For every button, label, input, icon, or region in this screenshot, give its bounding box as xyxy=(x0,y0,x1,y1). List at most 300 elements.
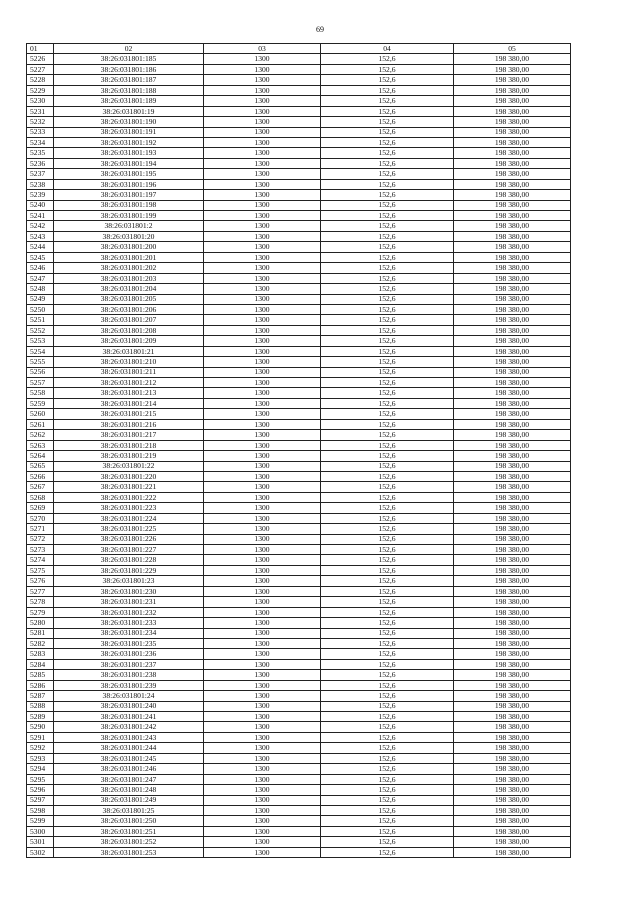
table-cell: 152,6 xyxy=(321,127,454,137)
table-row xyxy=(27,545,571,555)
table-cell: 38:26:031801:231 xyxy=(54,597,204,607)
table-cell: 198 380,00 xyxy=(454,409,571,419)
table-cell: 38:26:031801:199 xyxy=(54,211,204,221)
table-cell: 38:26:031801:219 xyxy=(54,451,204,461)
table-cell: 152,6 xyxy=(321,471,454,481)
table-cell: 38:26:031801:221 xyxy=(54,482,204,492)
table-cell: 5280 xyxy=(27,618,54,628)
table-cell: 1300 xyxy=(204,576,321,586)
table-cell: 5301 xyxy=(27,837,54,847)
table-cell: 198 380,00 xyxy=(454,597,571,607)
table-cell: 198 380,00 xyxy=(454,64,571,74)
table-cell: 38:26:031801:191 xyxy=(54,127,204,137)
table-cell: 38:26:031801:186 xyxy=(54,64,204,74)
table-cell: 1300 xyxy=(204,211,321,221)
table-row xyxy=(27,649,571,659)
table-cell: 1300 xyxy=(204,304,321,314)
table-cell: 5257 xyxy=(27,378,54,388)
table-cell: 5290 xyxy=(27,722,54,732)
table-cell: 5230 xyxy=(27,96,54,106)
table-cell: 5253 xyxy=(27,336,54,346)
table-cell: 152,6 xyxy=(321,96,454,106)
table-cell: 152,6 xyxy=(321,680,454,690)
table-cell: 38:26:031801:228 xyxy=(54,555,204,565)
table-cell: 5254 xyxy=(27,346,54,356)
column-header: 02 xyxy=(54,44,204,54)
table-cell: 5285 xyxy=(27,670,54,680)
table-cell: 38:26:031801:229 xyxy=(54,565,204,575)
table-row xyxy=(27,346,571,356)
table-row xyxy=(27,231,571,241)
table-cell: 198 380,00 xyxy=(454,179,571,189)
table-cell: 1300 xyxy=(204,795,321,805)
table-cell: 1300 xyxy=(204,503,321,513)
table-row xyxy=(27,774,571,784)
table-cell: 5259 xyxy=(27,398,54,408)
table-cell: 1300 xyxy=(204,148,321,158)
table-cell: 5296 xyxy=(27,785,54,795)
table-cell: 152,6 xyxy=(321,816,454,826)
table-header-row xyxy=(27,44,571,54)
table-cell: 152,6 xyxy=(321,137,454,147)
table-cell: 38:26:031801:25 xyxy=(54,805,204,815)
table-cell: 152,6 xyxy=(321,419,454,429)
table-cell: 38:26:031801:204 xyxy=(54,284,204,294)
table-cell: 1300 xyxy=(204,419,321,429)
table-cell: 38:26:031801:189 xyxy=(54,96,204,106)
table-cell: 38:26:031801:235 xyxy=(54,638,204,648)
table-cell: 198 380,00 xyxy=(454,722,571,732)
table-cell: 5229 xyxy=(27,85,54,95)
table-cell: 198 380,00 xyxy=(454,607,571,617)
table-cell: 38:26:031801:200 xyxy=(54,242,204,252)
table-cell: 1300 xyxy=(204,388,321,398)
table-cell: 38:26:031801:185 xyxy=(54,54,204,64)
table-row xyxy=(27,826,571,836)
table-cell: 198 380,00 xyxy=(454,680,571,690)
table-cell: 38:26:031801:187 xyxy=(54,75,204,85)
table-cell: 38:26:031801:233 xyxy=(54,618,204,628)
table-row xyxy=(27,106,571,116)
table-cell: 1300 xyxy=(204,534,321,544)
table-row xyxy=(27,680,571,690)
table-row xyxy=(27,565,571,575)
table-cell: 152,6 xyxy=(321,346,454,356)
table-cell: 152,6 xyxy=(321,545,454,555)
table-cell: 5228 xyxy=(27,75,54,85)
table-cell: 5263 xyxy=(27,440,54,450)
table-cell: 1300 xyxy=(204,294,321,304)
table-cell: 38:26:031801:244 xyxy=(54,743,204,753)
table-cell: 152,6 xyxy=(321,294,454,304)
table-cell: 198 380,00 xyxy=(454,388,571,398)
table-cell: 198 380,00 xyxy=(454,555,571,565)
table-cell: 1300 xyxy=(204,597,321,607)
table-cell: 5300 xyxy=(27,826,54,836)
table-cell: 198 380,00 xyxy=(454,315,571,325)
table-cell: 1300 xyxy=(204,221,321,231)
table-cell: 198 380,00 xyxy=(454,753,571,763)
table-cell: 5288 xyxy=(27,701,54,711)
table-cell: 198 380,00 xyxy=(454,513,571,523)
table-row xyxy=(27,576,571,586)
table-cell: 5276 xyxy=(27,576,54,586)
table-row xyxy=(27,837,571,847)
table-cell: 152,6 xyxy=(321,451,454,461)
table-cell: 1300 xyxy=(204,732,321,742)
table-cell: 152,6 xyxy=(321,837,454,847)
table-cell: 152,6 xyxy=(321,398,454,408)
table-cell: 5262 xyxy=(27,430,54,440)
table-cell: 198 380,00 xyxy=(454,325,571,335)
table-cell: 1300 xyxy=(204,64,321,74)
table-cell: 198 380,00 xyxy=(454,419,571,429)
table-cell: 5245 xyxy=(27,252,54,262)
table-cell: 5270 xyxy=(27,513,54,523)
table-cell: 38:26:031801:242 xyxy=(54,722,204,732)
column-header: 01 xyxy=(27,44,54,54)
table-cell: 198 380,00 xyxy=(454,252,571,262)
table-cell: 38:26:031801:250 xyxy=(54,816,204,826)
table-cell: 1300 xyxy=(204,565,321,575)
table-cell: 5292 xyxy=(27,743,54,753)
table-cell: 1300 xyxy=(204,127,321,137)
table-cell: 5265 xyxy=(27,461,54,471)
table-cell: 198 380,00 xyxy=(454,691,571,701)
table-row xyxy=(27,753,571,763)
table-cell: 38:26:031801:210 xyxy=(54,357,204,367)
table-cell: 38:26:031801:193 xyxy=(54,148,204,158)
table-cell: 38:26:031801:192 xyxy=(54,137,204,147)
table-cell: 198 380,00 xyxy=(454,137,571,147)
table-cell: 152,6 xyxy=(321,826,454,836)
table-row xyxy=(27,242,571,252)
table-cell: 152,6 xyxy=(321,409,454,419)
table-cell: 1300 xyxy=(204,774,321,784)
table-cell: 5247 xyxy=(27,273,54,283)
table-cell: 5277 xyxy=(27,586,54,596)
table-cell: 198 380,00 xyxy=(454,263,571,273)
table-cell: 1300 xyxy=(204,618,321,628)
table-cell: 1300 xyxy=(204,492,321,502)
table-cell: 198 380,00 xyxy=(454,231,571,241)
table-row xyxy=(27,503,571,513)
table-row xyxy=(27,294,571,304)
table-body xyxy=(27,54,571,858)
table-cell: 5246 xyxy=(27,263,54,273)
table-row xyxy=(27,471,571,481)
table-row xyxy=(27,670,571,680)
table-row xyxy=(27,607,571,617)
table-cell: 198 380,00 xyxy=(454,294,571,304)
table-cell: 198 380,00 xyxy=(454,346,571,356)
column-header: 05 xyxy=(454,44,571,54)
table-cell: 5261 xyxy=(27,419,54,429)
table-row xyxy=(27,200,571,210)
table-cell: 38:26:031801:226 xyxy=(54,534,204,544)
table-cell: 38:26:031801:247 xyxy=(54,774,204,784)
table-cell: 198 380,00 xyxy=(454,785,571,795)
table-row xyxy=(27,785,571,795)
table-cell: 198 380,00 xyxy=(454,211,571,221)
table-row xyxy=(27,263,571,273)
table-row xyxy=(27,795,571,805)
table-row xyxy=(27,597,571,607)
table-cell: 38:26:031801:203 xyxy=(54,273,204,283)
table-cell: 1300 xyxy=(204,680,321,690)
table-cell: 1300 xyxy=(204,670,321,680)
table-cell: 152,6 xyxy=(321,597,454,607)
table-cell: 1300 xyxy=(204,137,321,147)
table-cell: 5226 xyxy=(27,54,54,64)
table-cell: 152,6 xyxy=(321,524,454,534)
table-cell: 38:26:031801:213 xyxy=(54,388,204,398)
table-cell: 38:26:031801:234 xyxy=(54,628,204,638)
table-cell: 1300 xyxy=(204,398,321,408)
table-cell: 1300 xyxy=(204,743,321,753)
table-cell: 5248 xyxy=(27,284,54,294)
table-cell: 5237 xyxy=(27,169,54,179)
table-cell: 38:26:031801:239 xyxy=(54,680,204,690)
table-cell: 5255 xyxy=(27,357,54,367)
table-row xyxy=(27,555,571,565)
table-cell: 38:26:031801:24 xyxy=(54,691,204,701)
table-cell: 152,6 xyxy=(321,200,454,210)
table-row xyxy=(27,691,571,701)
table-cell: 198 380,00 xyxy=(454,659,571,669)
table-cell: 1300 xyxy=(204,200,321,210)
table-cell: 38:26:031801:22 xyxy=(54,461,204,471)
table-cell: 1300 xyxy=(204,54,321,64)
table-cell: 198 380,00 xyxy=(454,534,571,544)
table-cell: 152,6 xyxy=(321,753,454,763)
table-cell: 152,6 xyxy=(321,503,454,513)
table-cell: 152,6 xyxy=(321,75,454,85)
table-cell: 38:26:031801:216 xyxy=(54,419,204,429)
table-row xyxy=(27,398,571,408)
table-row xyxy=(27,409,571,419)
table-cell: 1300 xyxy=(204,96,321,106)
table-cell: 198 380,00 xyxy=(454,732,571,742)
table-cell: 5299 xyxy=(27,816,54,826)
table-cell: 198 380,00 xyxy=(454,471,571,481)
table-cell: 1300 xyxy=(204,284,321,294)
table-cell: 5268 xyxy=(27,492,54,502)
table-row xyxy=(27,315,571,325)
table-cell: 152,6 xyxy=(321,273,454,283)
table-cell: 198 380,00 xyxy=(454,378,571,388)
table-cell: 152,6 xyxy=(321,211,454,221)
table-cell: 198 380,00 xyxy=(454,398,571,408)
table-row xyxy=(27,127,571,137)
table-cell: 1300 xyxy=(204,555,321,565)
table-cell: 1300 xyxy=(204,346,321,356)
table-cell: 38:26:031801:227 xyxy=(54,545,204,555)
table-cell: 152,6 xyxy=(321,252,454,262)
table-cell: 1300 xyxy=(204,273,321,283)
table-row xyxy=(27,148,571,158)
table-cell: 1300 xyxy=(204,649,321,659)
table-row xyxy=(27,190,571,200)
table-cell: 5273 xyxy=(27,545,54,555)
table-cell: 198 380,00 xyxy=(454,492,571,502)
table-cell: 38:26:031801:241 xyxy=(54,712,204,722)
table-row xyxy=(27,816,571,826)
table-cell: 38:26:031801:215 xyxy=(54,409,204,419)
table-cell: 1300 xyxy=(204,367,321,377)
table-row xyxy=(27,638,571,648)
table-cell: 1300 xyxy=(204,461,321,471)
table-cell: 1300 xyxy=(204,722,321,732)
table-cell: 1300 xyxy=(204,263,321,273)
table-cell: 198 380,00 xyxy=(454,712,571,722)
table-cell: 38:26:031801:245 xyxy=(54,753,204,763)
table-cell: 1300 xyxy=(204,179,321,189)
table-cell: 5274 xyxy=(27,555,54,565)
table-cell: 152,6 xyxy=(321,764,454,774)
table-cell: 198 380,00 xyxy=(454,795,571,805)
table-cell: 1300 xyxy=(204,357,321,367)
table-cell: 198 380,00 xyxy=(454,847,571,857)
table-cell: 5239 xyxy=(27,190,54,200)
table-cell: 5231 xyxy=(27,106,54,116)
table-cell: 152,6 xyxy=(321,430,454,440)
table-cell: 1300 xyxy=(204,805,321,815)
table-row xyxy=(27,628,571,638)
table-cell: 1300 xyxy=(204,75,321,85)
table-cell: 1300 xyxy=(204,785,321,795)
table-cell: 1300 xyxy=(204,325,321,335)
table-cell: 198 380,00 xyxy=(454,816,571,826)
table-cell: 38:26:031801:243 xyxy=(54,732,204,742)
table-row xyxy=(27,847,571,857)
table-row xyxy=(27,461,571,471)
table-cell: 152,6 xyxy=(321,336,454,346)
table-cell: 5241 xyxy=(27,211,54,221)
table-cell: 152,6 xyxy=(321,461,454,471)
table-cell: 152,6 xyxy=(321,325,454,335)
table-cell: 152,6 xyxy=(321,64,454,74)
table-cell: 5294 xyxy=(27,764,54,774)
table-cell: 1300 xyxy=(204,586,321,596)
table-cell: 5251 xyxy=(27,315,54,325)
table-cell: 198 380,00 xyxy=(454,117,571,127)
table-cell: 152,6 xyxy=(321,482,454,492)
table-cell: 38:26:031801:240 xyxy=(54,701,204,711)
table-cell: 152,6 xyxy=(321,492,454,502)
table-cell: 152,6 xyxy=(321,357,454,367)
table-row xyxy=(27,805,571,815)
table-cell: 5267 xyxy=(27,482,54,492)
table-cell: 152,6 xyxy=(321,691,454,701)
table-row xyxy=(27,179,571,189)
table-cell: 38:26:031801:23 xyxy=(54,576,204,586)
table-cell: 38:26:031801:211 xyxy=(54,367,204,377)
table-row xyxy=(27,451,571,461)
table-cell: 1300 xyxy=(204,315,321,325)
table-cell: 38:26:031801:188 xyxy=(54,85,204,95)
table-cell: 198 380,00 xyxy=(454,649,571,659)
table-cell: 152,6 xyxy=(321,649,454,659)
table-cell: 5260 xyxy=(27,409,54,419)
table-cell: 1300 xyxy=(204,336,321,346)
table-cell: 152,6 xyxy=(321,190,454,200)
table-cell: 198 380,00 xyxy=(454,200,571,210)
table-row xyxy=(27,357,571,367)
table-cell: 5289 xyxy=(27,712,54,722)
table-cell: 198 380,00 xyxy=(454,148,571,158)
table-cell: 38:26:031801:223 xyxy=(54,503,204,513)
table-cell: 5272 xyxy=(27,534,54,544)
table-row xyxy=(27,96,571,106)
table-row xyxy=(27,659,571,669)
table-cell: 38:26:031801:190 xyxy=(54,117,204,127)
table-cell: 38:26:031801:202 xyxy=(54,263,204,273)
table-cell: 152,6 xyxy=(321,805,454,815)
column-header: 03 xyxy=(204,44,321,54)
table-cell: 1300 xyxy=(204,451,321,461)
table-cell: 198 380,00 xyxy=(454,826,571,836)
table-cell: 5243 xyxy=(27,231,54,241)
table-cell: 1300 xyxy=(204,659,321,669)
table-cell: 198 380,00 xyxy=(454,336,571,346)
table-cell: 5249 xyxy=(27,294,54,304)
table-cell: 5252 xyxy=(27,325,54,335)
table-cell: 152,6 xyxy=(321,722,454,732)
table-cell: 38:26:031801:21 xyxy=(54,346,204,356)
table-cell: 152,6 xyxy=(321,795,454,805)
table-cell: 38:26:031801:212 xyxy=(54,378,204,388)
table-row xyxy=(27,378,571,388)
table-cell: 38:26:031801:195 xyxy=(54,169,204,179)
table-cell: 1300 xyxy=(204,837,321,847)
table-cell: 38:26:031801:252 xyxy=(54,837,204,847)
table-cell: 152,6 xyxy=(321,315,454,325)
table-cell: 1300 xyxy=(204,628,321,638)
table-cell: 5284 xyxy=(27,659,54,669)
table-cell: 5302 xyxy=(27,847,54,857)
table-cell: 152,6 xyxy=(321,388,454,398)
table-cell: 198 380,00 xyxy=(454,565,571,575)
table-cell: 5256 xyxy=(27,367,54,377)
table-cell: 152,6 xyxy=(321,440,454,450)
table-cell: 198 380,00 xyxy=(454,837,571,847)
table-cell: 1300 xyxy=(204,409,321,419)
table-cell: 198 380,00 xyxy=(454,576,571,586)
table-cell: 1300 xyxy=(204,607,321,617)
table-cell: 38:26:031801:232 xyxy=(54,607,204,617)
table-cell: 198 380,00 xyxy=(454,221,571,231)
table-cell: 1300 xyxy=(204,701,321,711)
table-cell: 38:26:031801:196 xyxy=(54,179,204,189)
table-cell: 198 380,00 xyxy=(454,273,571,283)
table-cell: 1300 xyxy=(204,764,321,774)
table-cell: 5297 xyxy=(27,795,54,805)
table-cell: 1300 xyxy=(204,158,321,168)
data-table xyxy=(26,43,571,858)
table-cell: 38:26:031801:222 xyxy=(54,492,204,502)
table-row xyxy=(27,732,571,742)
table-cell: 152,6 xyxy=(321,367,454,377)
table-cell: 1300 xyxy=(204,242,321,252)
table-cell: 152,6 xyxy=(321,284,454,294)
table-cell: 38:26:031801:246 xyxy=(54,764,204,774)
table-cell: 198 380,00 xyxy=(454,774,571,784)
table-cell: 38:26:031801:198 xyxy=(54,200,204,210)
table-cell: 38:26:031801:249 xyxy=(54,795,204,805)
table-cell: 152,6 xyxy=(321,659,454,669)
table-cell: 198 380,00 xyxy=(454,545,571,555)
